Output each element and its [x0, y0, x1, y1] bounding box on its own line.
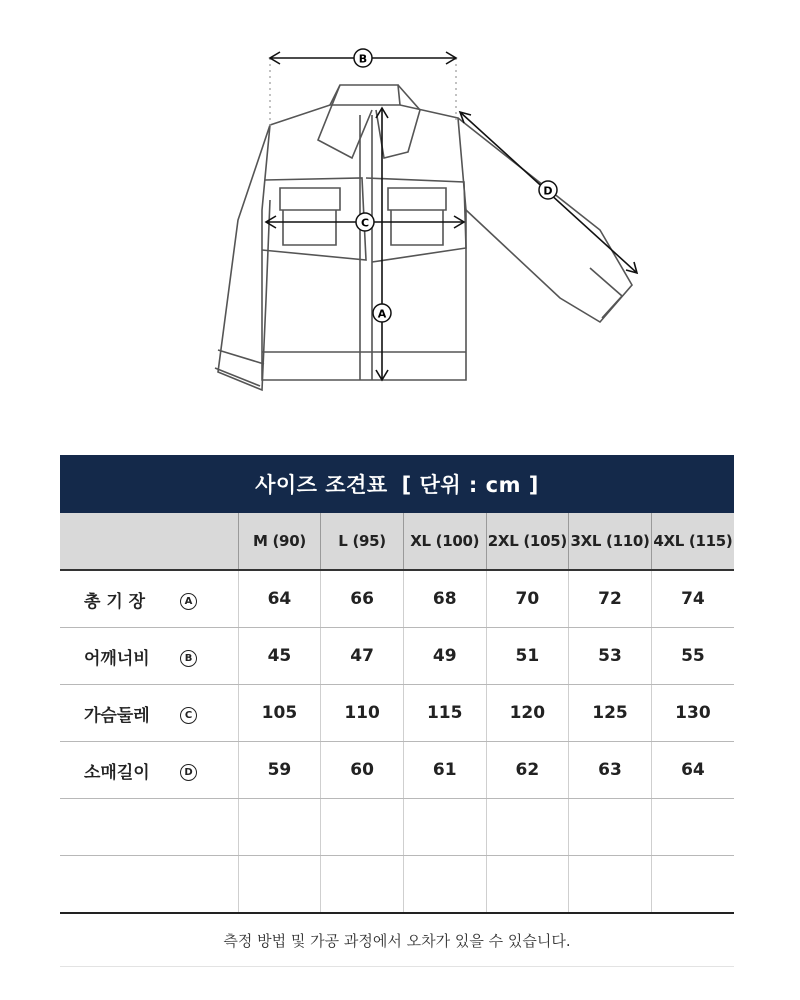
measurement-marker: C — [180, 707, 197, 724]
size-value-cell: 125 — [569, 685, 652, 742]
size-column-header: 4XL (115) — [651, 513, 734, 570]
measurement-name: 총 기 장 — [84, 591, 146, 612]
jacket-measurement-diagram — [0, 0, 800, 420]
measure-marker-a — [373, 304, 391, 322]
measure-marker-b — [354, 49, 372, 67]
size-value-cell: 64 — [238, 570, 321, 628]
size-value-cell — [403, 799, 486, 856]
measurement-label-cell — [60, 856, 238, 914]
size-column-header: L (95) — [321, 513, 404, 570]
measure-marker-c — [356, 213, 374, 231]
size-value-cell: 64 — [651, 742, 734, 799]
header-corner-cell — [60, 513, 238, 570]
measurement-name: 가슴둘레 — [84, 705, 150, 726]
size-value-cell: 110 — [321, 685, 404, 742]
table-row — [60, 799, 734, 856]
size-value-cell: 51 — [486, 628, 569, 685]
size-value-cell — [321, 799, 404, 856]
size-header-row — [60, 513, 734, 570]
size-value-cell — [486, 799, 569, 856]
size-value-cell: 66 — [321, 570, 404, 628]
table-row — [60, 742, 734, 799]
size-value-cell: 53 — [569, 628, 652, 685]
size-value-cell: 63 — [569, 742, 652, 799]
size-value-cell: 49 — [403, 628, 486, 685]
size-value-cell: 59 — [238, 742, 321, 799]
size-table — [60, 513, 734, 914]
measurement-marker: A — [180, 593, 197, 610]
measurement-marker: D — [180, 764, 197, 781]
size-value-cell — [321, 856, 404, 914]
table-row — [60, 570, 734, 628]
unit-label: [ 단위 : cm ] — [401, 473, 539, 497]
size-value-cell — [569, 856, 652, 914]
size-value-cell: 61 — [403, 742, 486, 799]
size-value-cell — [651, 856, 734, 914]
size-value-cell — [486, 856, 569, 914]
size-value-cell — [403, 856, 486, 914]
size-value-cell: 45 — [238, 628, 321, 685]
size-value-cell — [238, 856, 321, 914]
table-row — [60, 856, 734, 914]
size-value-cell: 120 — [486, 685, 569, 742]
size-value-cell: 47 — [321, 628, 404, 685]
size-value-cell: 55 — [651, 628, 734, 685]
table-row — [60, 628, 734, 685]
table-row — [60, 685, 734, 742]
size-chart — [60, 455, 734, 967]
measurement-label-cell — [60, 742, 238, 799]
size-value-cell — [651, 799, 734, 856]
size-value-cell: 105 — [238, 685, 321, 742]
measurement-footnote: 측정 방법 및 가공 과정에서 오차가 있을 수 있습니다. — [60, 914, 734, 967]
size-column-header: XL (100) — [403, 513, 486, 570]
size-value-cell: 115 — [403, 685, 486, 742]
size-column-header: M (90) — [238, 513, 321, 570]
size-value-cell: 130 — [651, 685, 734, 742]
size-column-header: 2XL (105) — [486, 513, 569, 570]
measurement-label-cell — [60, 628, 238, 685]
size-value-cell: 60 — [321, 742, 404, 799]
measurement-label-cell — [60, 570, 238, 628]
measurement-name: 소매길이 — [84, 762, 150, 783]
size-value-cell — [238, 799, 321, 856]
size-value-cell: 72 — [569, 570, 652, 628]
svg-text:C: C — [360, 216, 370, 230]
measurement-label-cell — [60, 685, 238, 742]
jacket-outline — [215, 85, 632, 390]
size-value-cell: 70 — [486, 570, 569, 628]
shoulder-guides — [270, 58, 456, 128]
measure-marker-d — [539, 181, 557, 199]
measurement-marker: B — [180, 650, 197, 667]
size-column-header: 3XL (110) — [569, 513, 652, 570]
size-value-cell — [569, 799, 652, 856]
svg-text:A: A — [377, 307, 387, 321]
measurement-label-cell — [60, 799, 238, 856]
size-chart-title-bar — [60, 455, 734, 513]
svg-text:B: B — [358, 52, 368, 66]
measurement-name: 어깨너비 — [84, 648, 150, 669]
size-value-cell: 62 — [486, 742, 569, 799]
svg-text:D: D — [543, 184, 553, 198]
size-value-cell: 74 — [651, 570, 734, 628]
size-value-cell: 68 — [403, 570, 486, 628]
size-chart-title: 사이즈 조견표 — [255, 473, 388, 497]
